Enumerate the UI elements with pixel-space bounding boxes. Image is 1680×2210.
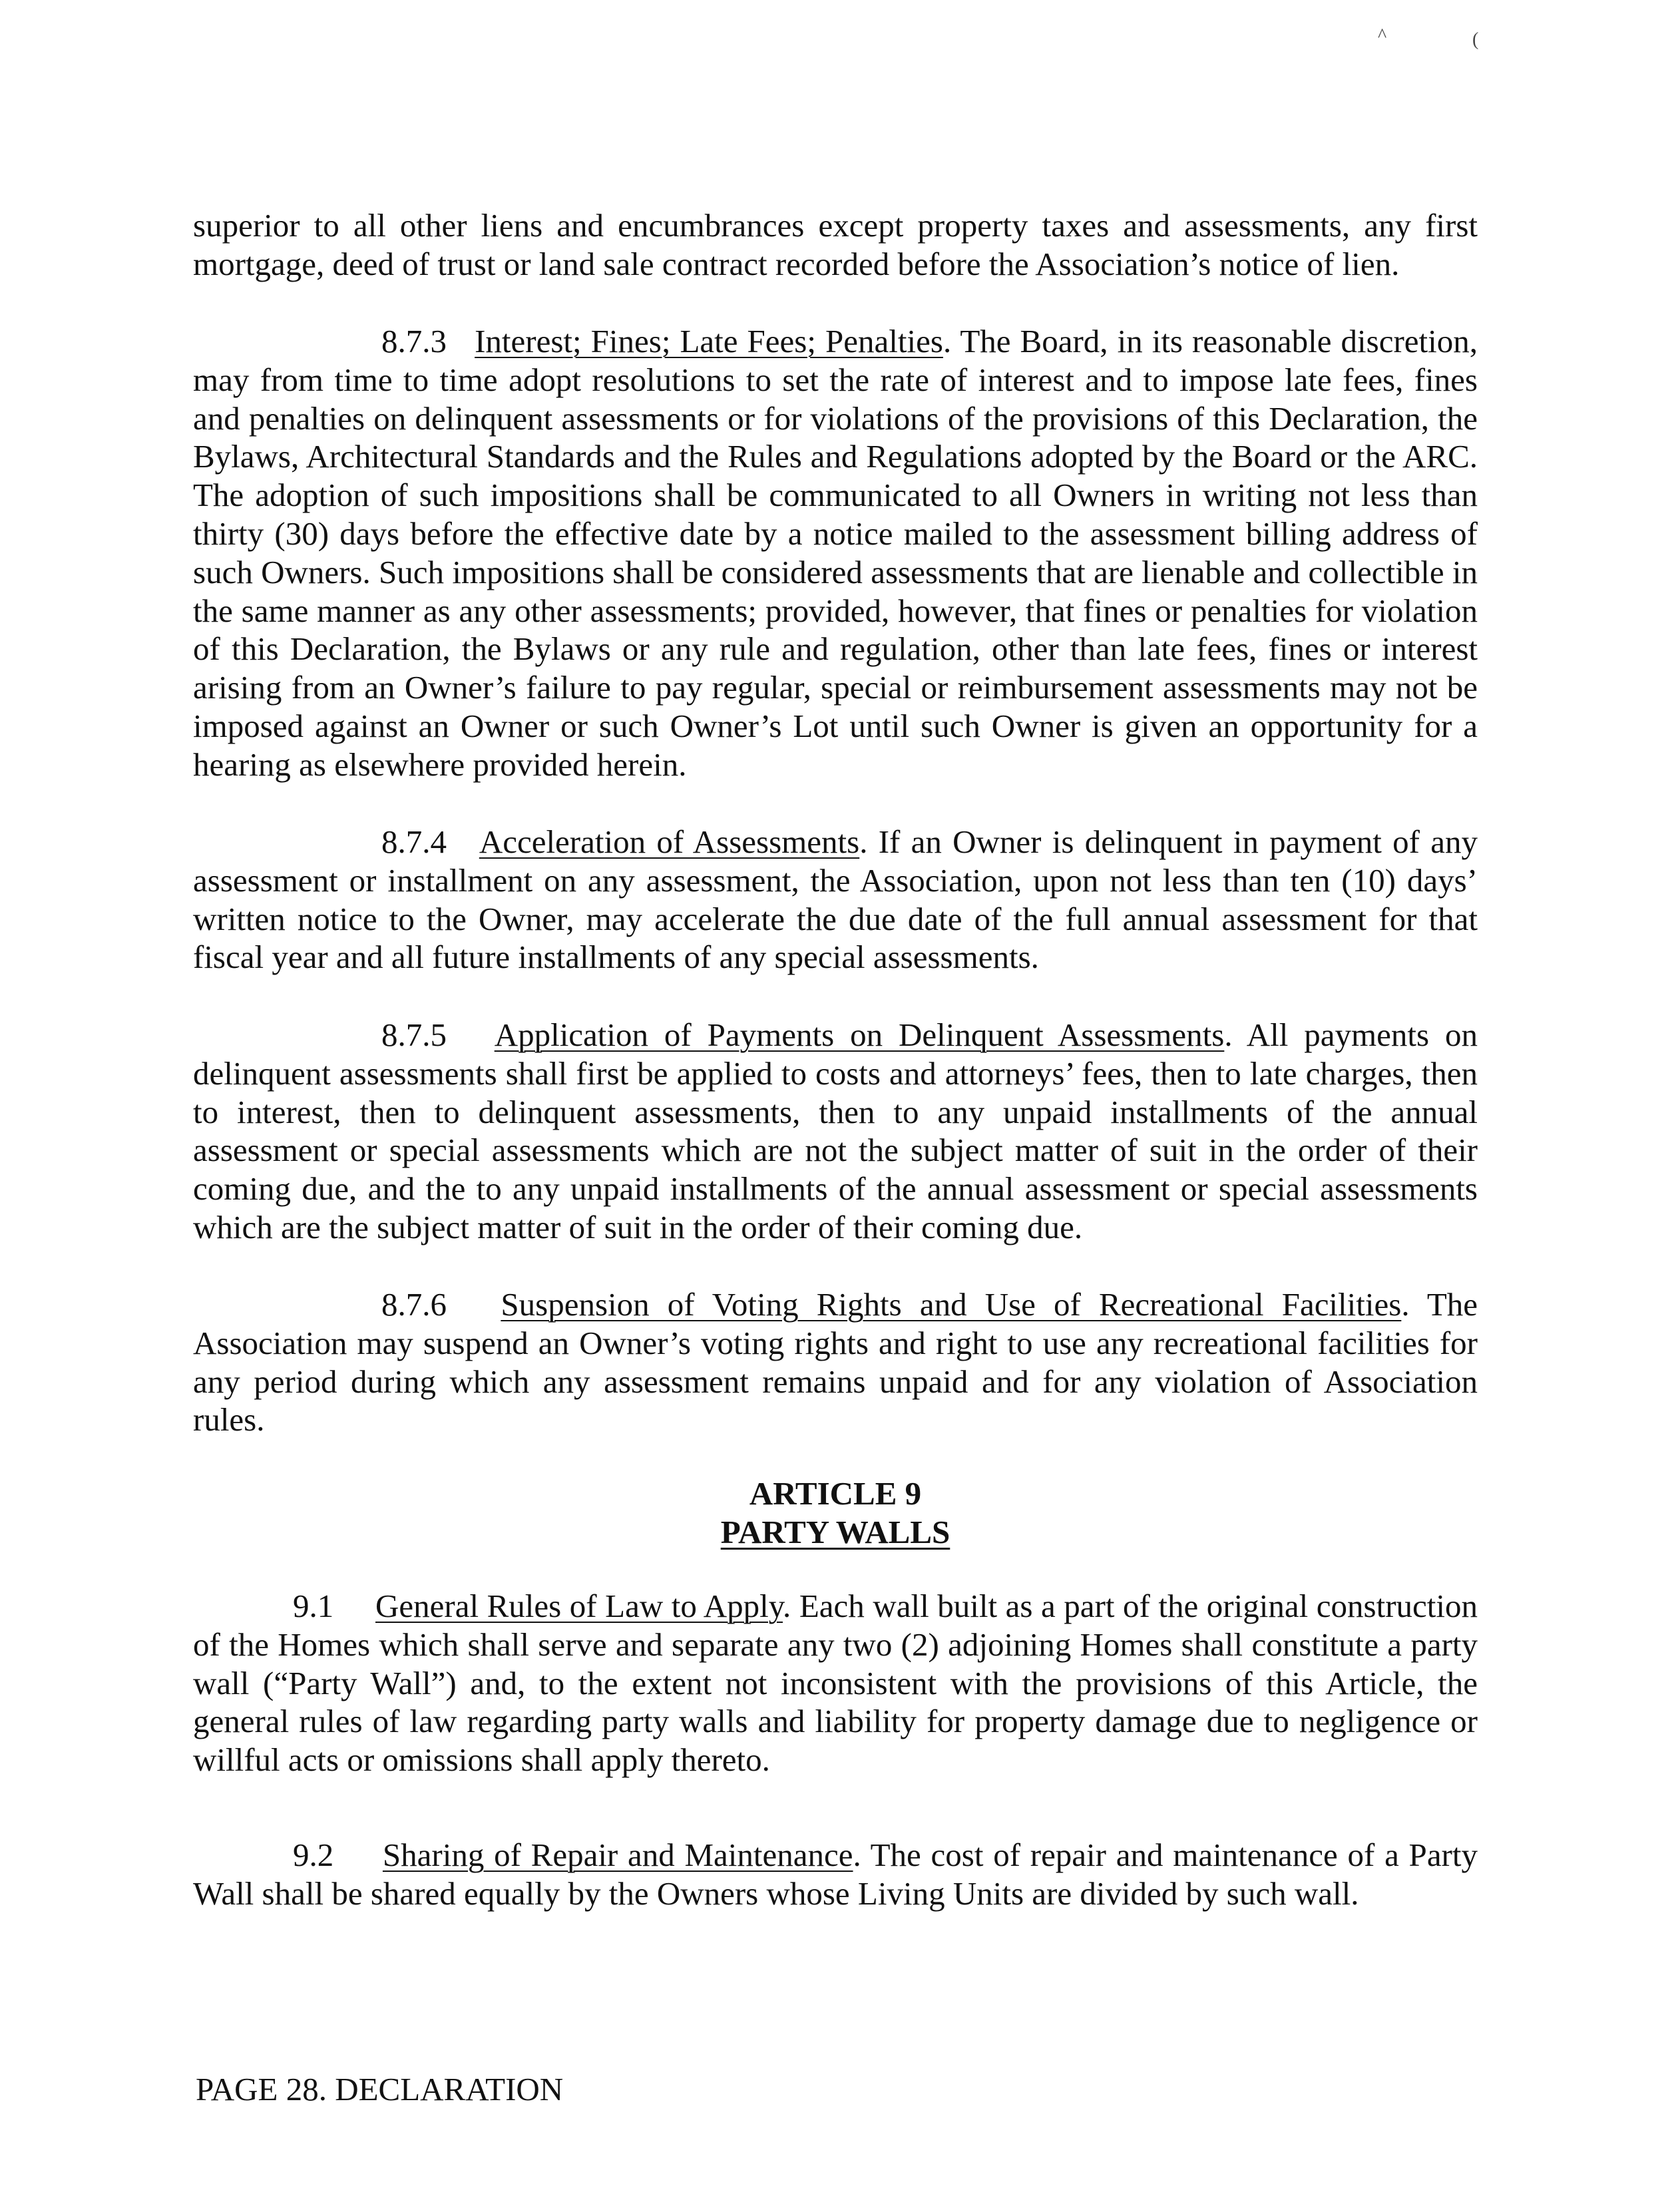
section-9-2 xyxy=(193,1836,1478,1913)
section-text: . Each wall built as a part of the original construction of the Homes which shall serve and separate any two (2) adjoining Homes shall constitute a party wall (“Party Wall”) and, to the extent not inconsistent with the provisions of this Article, the general rules of law regarding party walls and liability for property damage due to negligence or willful acts or omissions shall apply thereto. xyxy=(193,1588,1478,1779)
corner-mark: ( xyxy=(1472,29,1479,50)
section-number: 8.7.4 xyxy=(381,823,447,860)
section-title: Suspension of Voting Rights and Use of Recreational Facilities xyxy=(501,1286,1402,1323)
section-text: . The cost of repair and maintenance of a Party Wall shall be shared equally by the Owners whose Living Units are divided by such wall. xyxy=(193,1837,1478,1912)
section-8-7-3 xyxy=(193,322,1478,784)
corner-mark: ^ xyxy=(1378,25,1387,46)
section-number: 8.7.5 xyxy=(381,1016,447,1053)
section-text: . The Association may suspend an Owner’s voting rights and right to use any recreational facilities for any period during which any assessment remains unpaid and for any violation of Association rules. xyxy=(193,1286,1478,1438)
section-text: . If an Owner is delinquent in payment of any assessment or installment on any assessment, the Association, upon not less than ten (10) days’ written notice to the Owner, may accelerate the due date of the full annual assessment for that fiscal year and all future installments of any special assessments. xyxy=(193,823,1478,976)
page-footer: PAGE 28. DECLARATION xyxy=(196,2071,564,2107)
section-number: 9.2 xyxy=(293,1837,334,1873)
section-text: . The Board, in its reasonable discretion, may from time to time adopt resolutions to set the rate of interest and to impose late fees, fines and penalties on delinquent assessments or for violations of the provisions of this Declaration, the Bylaws, Architectural Standards and the Rules and Regulations adopted by the Board or the ARC. The adoption of such impositions shall be communicated to all Owners in writing not less than thirty (30) days before the effective date by a notice mailed to the assessment billing address of such Owners. Such impositions shall be considered assessments that are lienable and collectible in the same manner as any other assessments; provided, however, that fines or penalties for violation of this Declaration, the Bylaws or any rule and regulation, other than late fees, fines or interest arising from an Owner’s failure to pay regular, special or reimbursement assessments may not be imposed against an Owner or such Owner’s Lot until such Owner is given an opportunity for a hearing as elsewhere provided herein. xyxy=(193,323,1478,783)
section-text: . All payments on delinquent assessments shall first be applied to costs and attorneys’ fees, then to late charges, then to interest, then to delinquent assessments, then to any unpaid installments of the annual assessment or special assessments which are not the subject matter of suit in the order of their coming due, and the to any unpaid installments of the annual assessment or special assessments which are the subject matter of suit in the order of their coming due. xyxy=(193,1016,1478,1245)
section-9-1 xyxy=(193,1587,1478,1779)
section-number: 8.7.6 xyxy=(381,1286,447,1323)
section-title: Interest; Fines; Late Fees; Penalties xyxy=(475,323,943,359)
article-title: PARTY WALLS xyxy=(720,1514,950,1550)
section-title: Acceleration of Assessments xyxy=(479,823,860,860)
section-8-7-6 xyxy=(193,1285,1478,1439)
article-label: ARTICLE 9 xyxy=(749,1475,922,1512)
article-heading xyxy=(193,1474,1478,1552)
continuation-paragraph: superior to all other liens and encumbrances except property taxes and assessments, any first mortgage, deed of trust or land sale contract recorded before the Association’s notice of lien. xyxy=(193,207,1478,282)
section-number: 8.7.3 xyxy=(381,323,447,359)
section-8-7-4 xyxy=(193,823,1478,977)
section-8-7-5 xyxy=(193,1016,1478,1247)
section-title: Sharing of Repair and Maintenance xyxy=(382,1837,853,1873)
section-number: 9.1 xyxy=(293,1588,334,1624)
section-title: Application of Payments on Delinquent Assessments xyxy=(494,1016,1225,1053)
section-title: General Rules of Law to Apply xyxy=(375,1588,783,1624)
